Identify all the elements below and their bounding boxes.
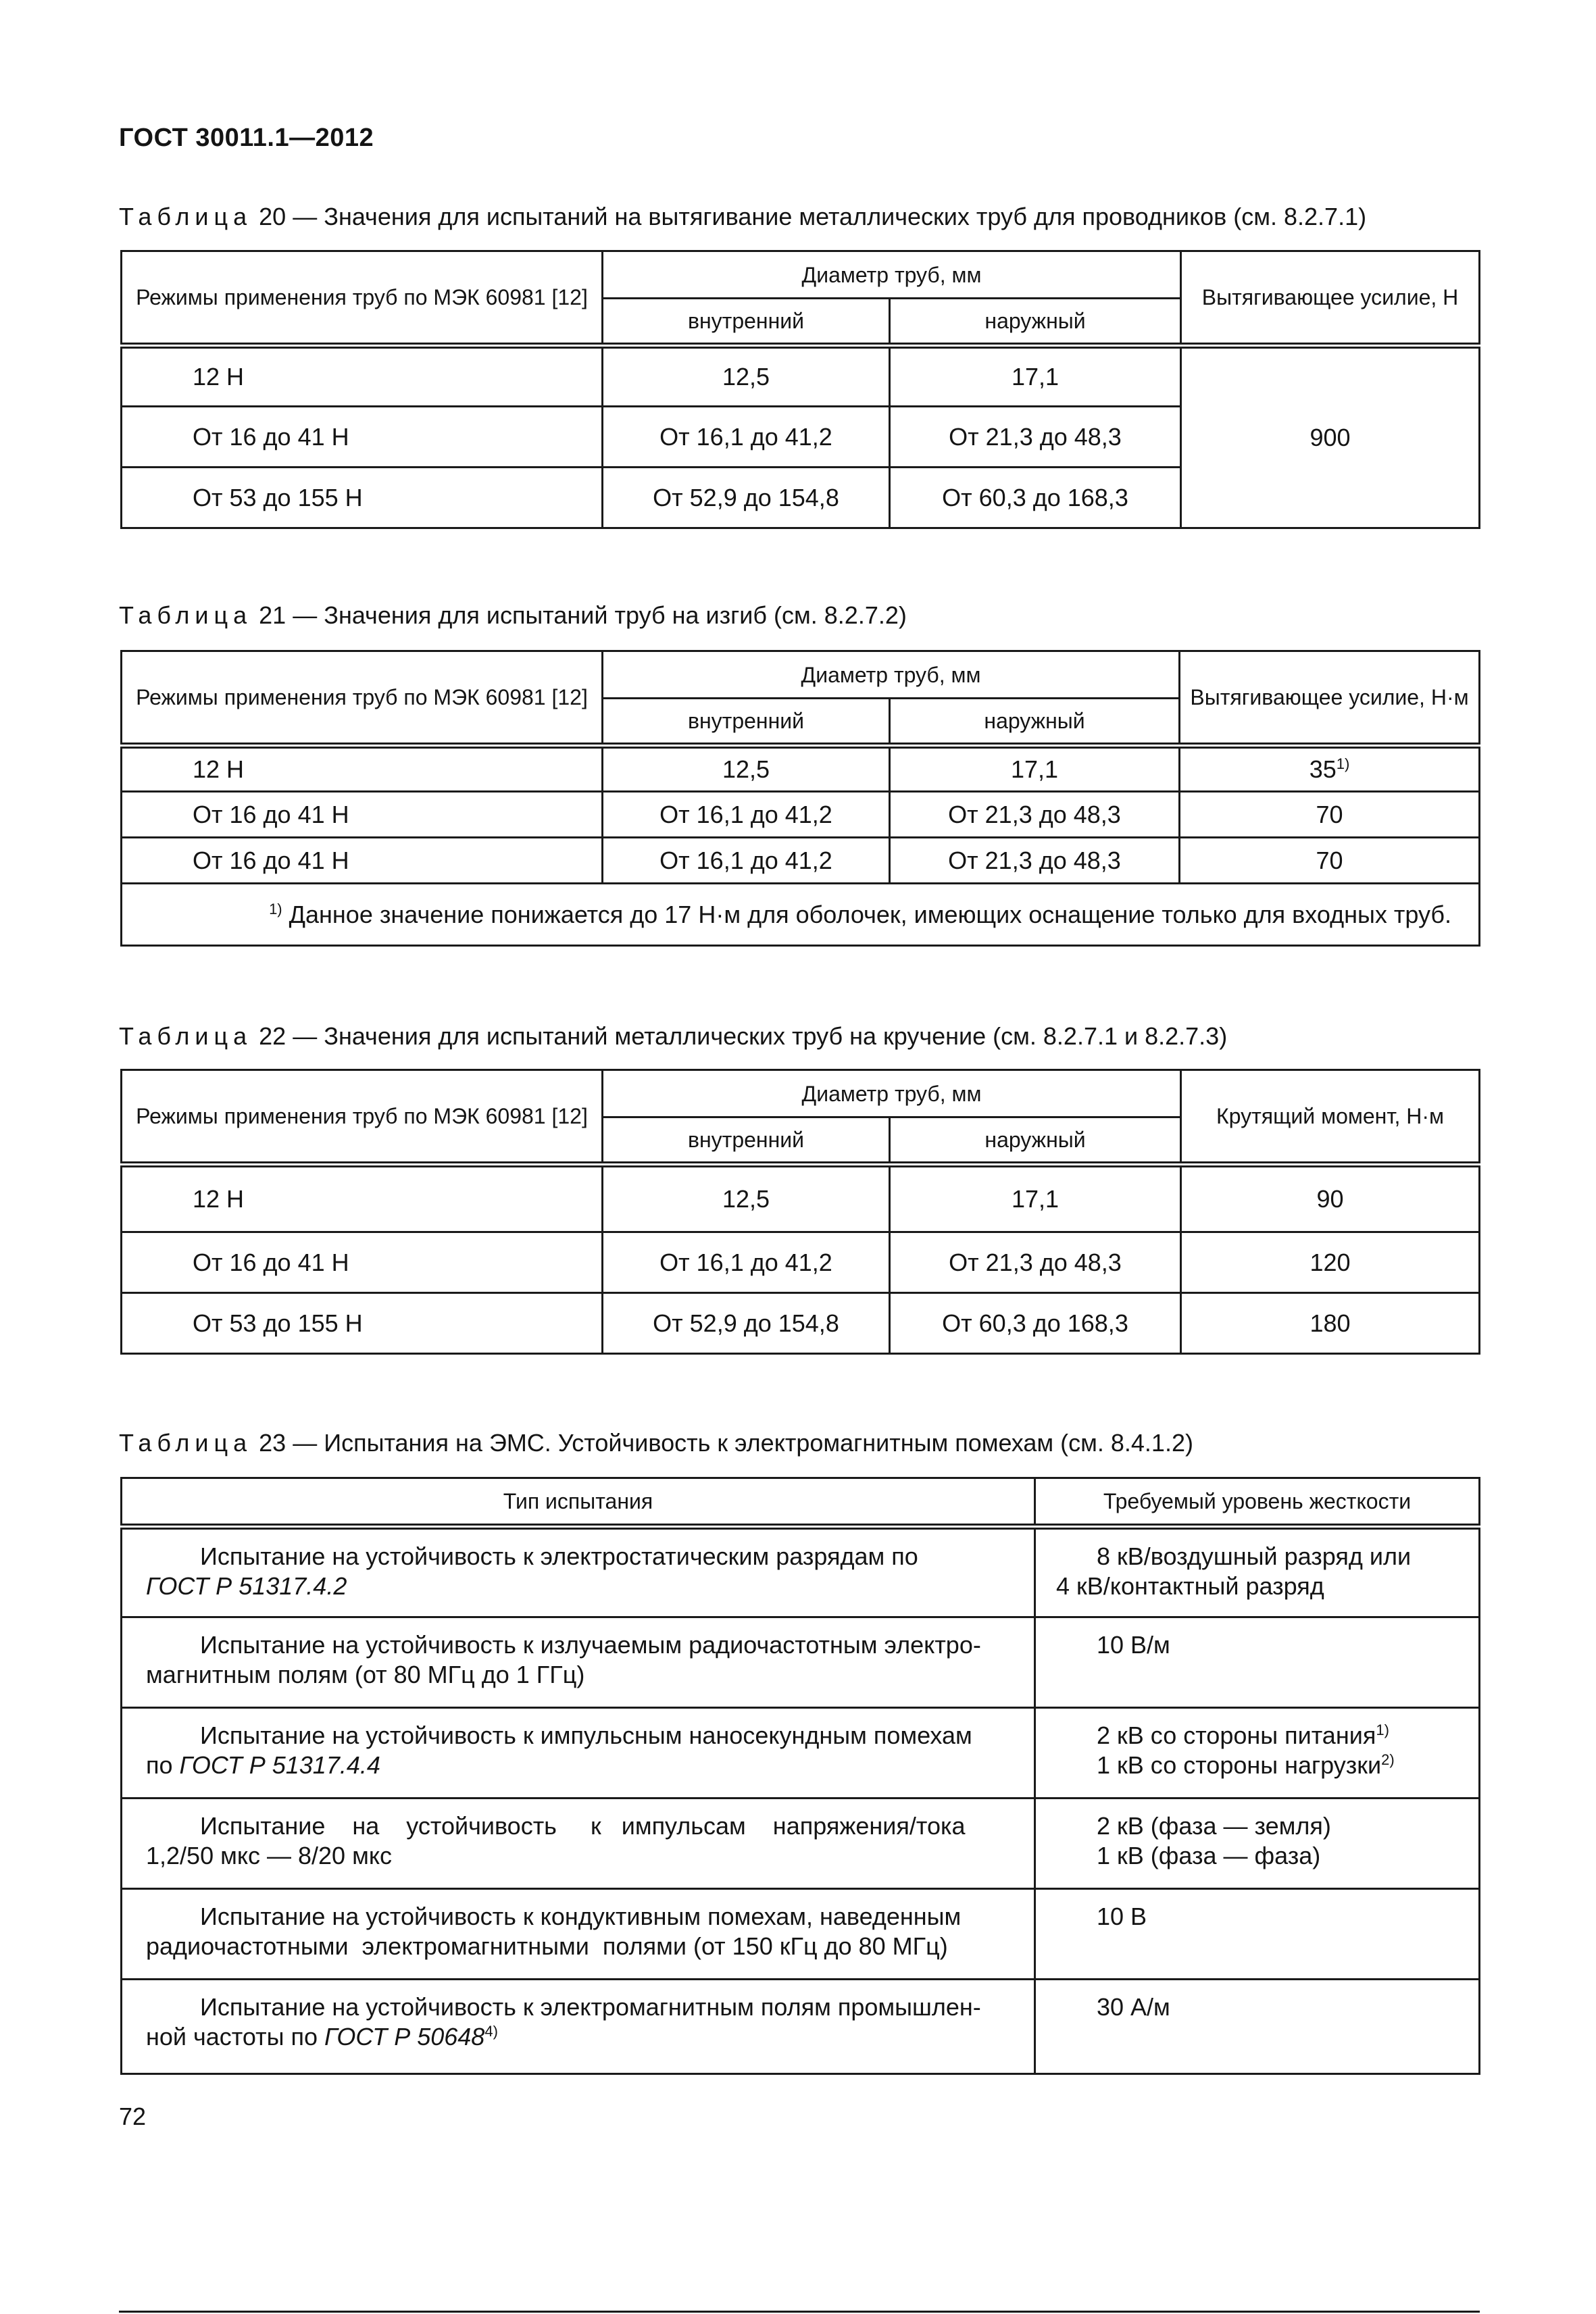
footnote-mark: 1) [269, 900, 282, 917]
cell-value: 90 [1181, 1165, 1480, 1232]
cell-outer: От 21,3 до 48,3 [890, 838, 1180, 884]
header-inner: внутренний [603, 1117, 890, 1165]
cell-mode: От 53 до 155 Н [122, 1293, 603, 1354]
test-text: Испытание на устойчивость к импульсным наносекундным помехам [200, 1721, 972, 1749]
level-line-2: 1 кВ со стороны нагрузки$^{2)}$ [1097, 1751, 1395, 1779]
test-text: Испытание на устойчивость к электромагнитным полям промышлен- [200, 1993, 981, 2021]
page-bottom-rule [119, 2311, 1480, 2313]
header-test-type: Тип испытания [122, 1478, 1035, 1527]
header-diameter: Диаметр труб, мм [603, 1070, 1181, 1117]
cell-mode: От 16 до 41 Н [122, 792, 603, 838]
caption-word: Таблица [119, 203, 253, 230]
cell-level [1035, 1889, 1480, 1980]
cell-level [1035, 1980, 1480, 2074]
caption-text: 22 — Значения для испытаний металлических труб на кручение (см. 8.2.7.1 и 8.2.7.3) [252, 1022, 1228, 1050]
level-line-1: 10 В [1097, 1903, 1147, 1930]
header-inner: внутренний [603, 299, 890, 346]
cell-outer: 17,1 [890, 346, 1181, 407]
header-diameter: Диаметр труб, мм [603, 651, 1180, 699]
header-inner: внутренний [603, 699, 890, 746]
cell-outer: 17,1 [890, 1165, 1181, 1232]
cell-test [122, 1889, 1035, 1980]
cell-level [1035, 1708, 1480, 1799]
table-footnote [122, 884, 1480, 946]
footnote-text: Данное значение понижается до 17 Н·м для оболочек, имеющих оснащение только для входных труб. [282, 900, 1452, 928]
cell-inner: От 16,1 до 41,2 [603, 838, 890, 884]
cell-level [1035, 1799, 1480, 1889]
caption-word: Таблица [119, 1429, 253, 1457]
cell-inner: От 16,1 до 41,2 [603, 792, 890, 838]
cell-inner: От 16,1 до 41,2 [603, 1232, 890, 1293]
header-force: Вытягивающее усилие, Н [1181, 251, 1480, 346]
test-reference: ГОСТ Р 51317.4.4 [179, 1751, 380, 1779]
test-text-continued: по ГОСТ Р 51317.4.4 [146, 1751, 380, 1779]
test-text: Испытание на устойчивость к импульсам напряжения/тока [200, 1812, 966, 1840]
level-line-1: 10 В/м [1097, 1631, 1170, 1659]
cell-test [122, 1799, 1035, 1889]
table-20 [120, 250, 1480, 529]
cell-outer: От 21,3 до 48,3 [890, 1232, 1181, 1293]
table-row [122, 1799, 1480, 1889]
cell-value: 70 [1180, 838, 1480, 884]
cell-outer: От 60,3 до 168,3 [890, 1293, 1181, 1354]
table-22 [120, 1069, 1480, 1355]
table-row [122, 792, 1480, 838]
caption-word: Таблица [119, 1022, 253, 1050]
test-text-continued: радиочастотными электромагнитными полями (от 150 кГц до 80 МГц) [146, 1932, 948, 1960]
table-row [122, 1980, 1480, 2074]
footnote-ref: 2) [1381, 1751, 1395, 1768]
test-text: Испытание на устойчивость к кондуктивным помехам, наведенным [200, 1903, 962, 1930]
cell-inner: От 52,9 до 154,8 [603, 468, 890, 528]
cell-mode: От 16 до 41 Н [122, 1232, 603, 1293]
table-21 [120, 650, 1480, 947]
footnote-ref: 4) [484, 2023, 498, 2040]
cell-inner: 12,5 [603, 1165, 890, 1232]
cell-outer: От 60,3 до 168,3 [890, 468, 1181, 528]
document-header: ГОСТ 30011.1—2012 [119, 124, 374, 152]
cell-value: 35$^{1)}$ [1180, 746, 1480, 792]
cell-inner: 12,5 [603, 746, 890, 792]
table-22-caption [119, 1022, 1227, 1051]
header-modes: Режимы применения труб по МЭК 60981 [12] [122, 651, 603, 746]
header-outer: наружный [890, 299, 1181, 346]
header-modes: Режимы применения труб по МЭК 60981 [12] [122, 1070, 603, 1165]
cell-inner: От 52,9 до 154,8 [603, 1293, 890, 1354]
test-text: Испытание на устойчивость к излучаемым радиочастотным электро- [200, 1631, 981, 1659]
cell-test [122, 1527, 1035, 1617]
cell-test [122, 1980, 1035, 2074]
table-20-caption [119, 203, 1366, 231]
caption-word: Таблица [119, 601, 253, 629]
test-text-continued: 1,2/50 мкс — 8/20 мкс [146, 1842, 392, 1869]
header-torque: Крутящий момент, Н·м [1181, 1070, 1480, 1165]
cell-inner: От 16,1 до 41,2 [603, 407, 890, 468]
cell-test [122, 1708, 1035, 1799]
header-level: Требуемый уровень жесткости [1035, 1478, 1480, 1527]
test-text: Испытание на устойчивость к электростатическим разрядам по [200, 1542, 918, 1570]
cell-inner: 12,5 [603, 346, 890, 407]
level-line-2: 4 кВ/контактный разряд [1056, 1572, 1324, 1600]
cell-force: 900 [1181, 346, 1480, 528]
cell-level [1035, 1617, 1480, 1708]
cell-level [1035, 1527, 1480, 1617]
table-row [122, 1617, 1480, 1708]
table-row [122, 1889, 1480, 1980]
test-text-continued: ной частоты по ГОСТ Р 50648$^{4)}$ [146, 2023, 498, 2051]
cell-mode: От 16 до 41 Н [122, 838, 603, 884]
cell-test [122, 1617, 1035, 1708]
table-row [122, 1708, 1480, 1799]
table-23 [120, 1477, 1480, 2075]
table-23-caption [119, 1429, 1193, 1457]
cell-mode: 12 Н [122, 346, 603, 407]
table-row [122, 1527, 1480, 1617]
header-diameter: Диаметр труб, мм [603, 251, 1181, 299]
level-line-1: 8 кВ/воздушный разряд или [1097, 1542, 1412, 1570]
cell-mode: 12 Н [122, 1165, 603, 1232]
table-row [122, 346, 1480, 407]
caption-text: 20 — Значения для испытаний на вытягивание металлических труб для проводников (см. 8.2.7.1) [252, 203, 1367, 230]
cell-outer: От 21,3 до 48,3 [890, 407, 1181, 468]
cell-outer: От 21,3 до 48,3 [890, 792, 1180, 838]
cell-mode: 12 Н [122, 746, 603, 792]
level-line-2: 1 кВ (фаза — фаза) [1097, 1842, 1321, 1869]
footnote-ref: 1) [1376, 1721, 1389, 1738]
level-line-1: 2 кВ со стороны питания$^{1)}$ [1097, 1721, 1389, 1749]
table-row [122, 746, 1480, 792]
table-row [122, 1165, 1480, 1232]
page-number: 72 [119, 2103, 147, 2130]
table-row [122, 1293, 1480, 1354]
cell-mode: От 53 до 155 Н [122, 468, 603, 528]
header-outer: наружный [890, 1117, 1181, 1165]
cell-outer: 17,1 [890, 746, 1180, 792]
test-text-continued: магнитным полям (от 80 МГц до 1 ГГц) [146, 1661, 585, 1688]
level-line-1: 30 А/м [1097, 1993, 1170, 2021]
level-line-1: 2 кВ (фаза — земля) [1097, 1812, 1331, 1840]
cell-value: 120 [1181, 1232, 1480, 1293]
table-row [122, 1232, 1480, 1293]
header-modes: Режимы применения труб по МЭК 60981 [12] [122, 251, 603, 346]
footnote-ref: 1) [1336, 755, 1350, 772]
caption-text: 23 — Испытания на ЭМС. Устойчивость к электромагнитным помехам (см. 8.4.1.2) [252, 1429, 1193, 1457]
test-reference: ГОСТ Р 51317.4.2 [146, 1572, 347, 1600]
caption-text: 21 — Значения для испытаний труб на изгиб (см. 8.2.7.2) [252, 601, 907, 629]
table-21-caption [119, 601, 907, 630]
header-outer: наружный [890, 699, 1180, 746]
test-reference: ГОСТ Р 50648 [324, 2023, 485, 2051]
table-row [122, 838, 1480, 884]
cell-value: 180 [1181, 1293, 1480, 1354]
cell-mode: От 16 до 41 Н [122, 407, 603, 468]
cell-value: 70 [1180, 792, 1480, 838]
header-force: Вытягивающее усилие, Н·м [1180, 651, 1480, 746]
